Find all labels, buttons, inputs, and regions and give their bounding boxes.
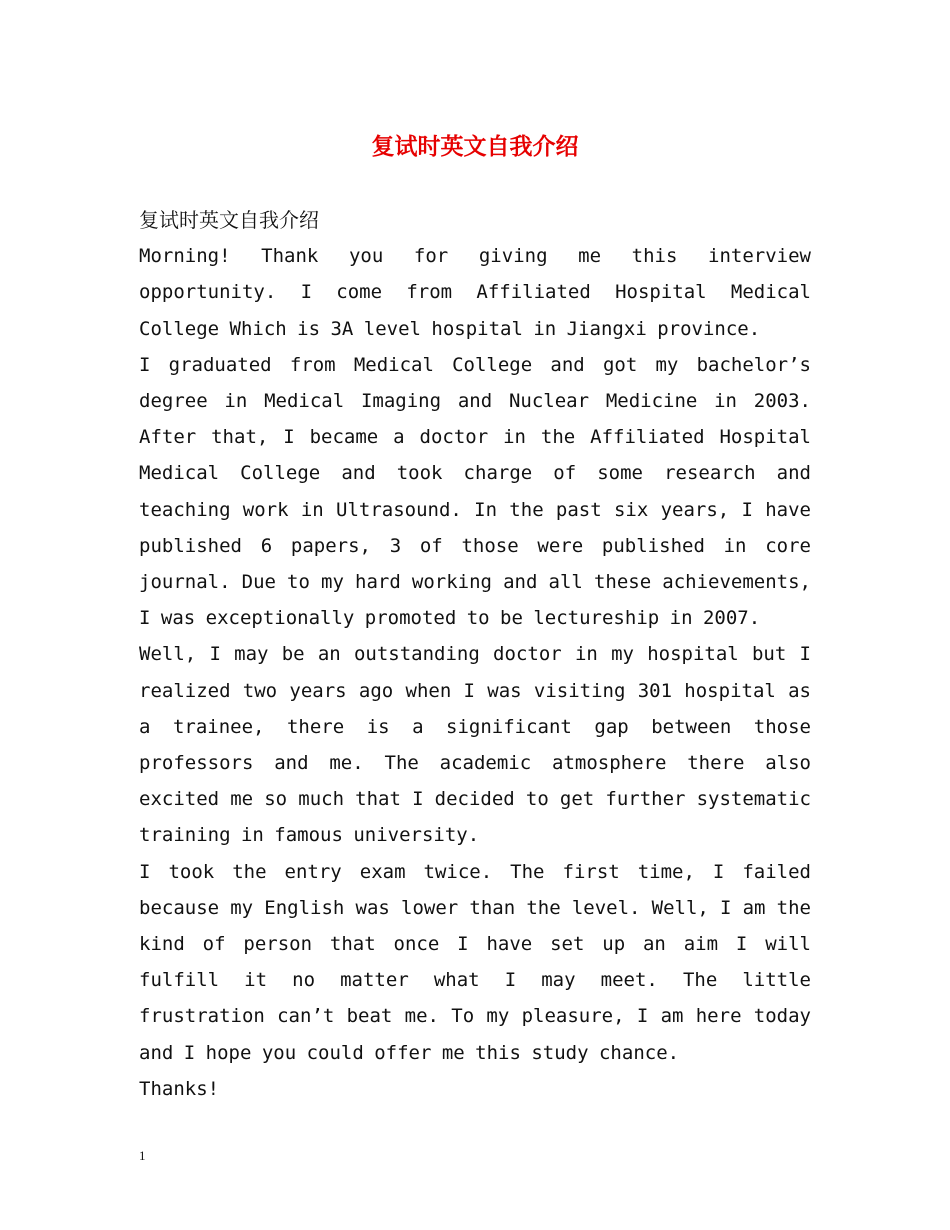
paragraph-motivation: Well, I may be an outstanding doctor in my hospital but I realized two years ago when I was visiting 301 hospital as a trainee, there is a significant gap between those professors and me. The academic atmosphere there also excited me so much that I decided to get further systematic training in famous university.	[139, 643, 811, 847]
paragraph-intro: Morning! Thank you for giving me this interview opportunity. I come from Affiliated Hospital Medical College Which is 3A level hospital in Jiangxi province.	[139, 245, 811, 340]
paragraph-education: I graduated from Medical College and got my bachelor’s degree in Medical Imaging and Nuclear Medicine in 2003. After that, I became a doctor in the Affiliated Hospital Medical College and took charge of some research and teaching work in Ultrasound. In the past six years, I have published 6 papers, 3 of those were published in core journal. Due to my hard working and all these achievements, I was exceptionally promoted to be lectureship in 2007.	[139, 353, 811, 630]
document-body	[139, 202, 811, 1107]
section-heading: 复试时英文自我介绍	[139, 208, 319, 232]
paragraph-exam: I took the entry exam twice. The first time, I failed because my English was lower than the level. Well, I am the kind of person that once I have set up an aim I will fulfill it no matter what I may meet. The little frustration can’t beat me. To my pleasure, I am here today and I hope you could offer me this study chance.	[139, 860, 811, 1064]
document-title: 复试时英文自我介绍	[371, 133, 579, 160]
paragraph-closing: Thanks!	[139, 1077, 220, 1100]
page-number: 1	[139, 1148, 146, 1163]
